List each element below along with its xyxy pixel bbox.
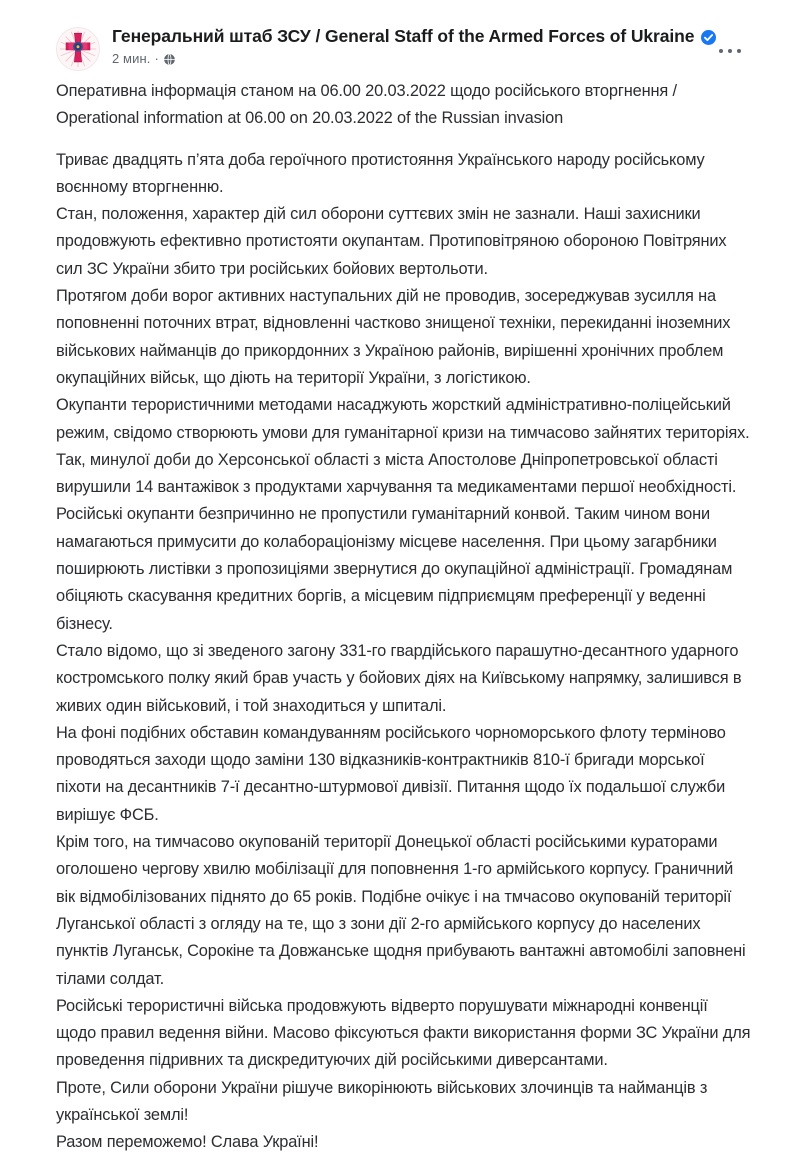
post-paragraph: Проте, Сили оборони України рішуче викорінюють військових злочинців та найманців з української землі! bbox=[56, 1078, 708, 1124]
post-paragraph-headline: Оперативна інформація станом на 06.00 20.03.2022 щодо російського вторгнення / Operational information at 06.00 on 20.03.2022 of the Russian invasion bbox=[56, 82, 677, 128]
post-paragraph: Крім того, на тимчасово окупованій території Донецької області російськими кураторами оголошено чергову хвилю мобілізації для поповнення 1-го армійського корпусу. Граничний вік відмобілізованих піднято до 65 років. Подібне очікує і на тмчасово окупованій території Луганської області з огляду на те, що з зони дії 2-го армійського корпусу до населених пунктів Луганськ, Сорокіне та Довжанське щодня прибувають вантажні автомобілі заповнені тілами солдат. bbox=[56, 833, 746, 988]
post-timestamp[interactable]: 2 мин. bbox=[112, 51, 151, 67]
globe-icon[interactable] bbox=[163, 53, 176, 66]
post-header bbox=[0, 0, 798, 67]
paragraph-spacer bbox=[56, 133, 752, 147]
general-staff-emblem-avatar[interactable] bbox=[56, 27, 100, 71]
post-paragraph: Стан, положення, характер дій сил оборони суттєвих змін не зазнали. Наші захисники продовжують ефективно протистояти окупантам. Протиповітряною обороною Повітряних сил ЗС України збито три російських бойових вертольоти. bbox=[56, 205, 727, 278]
post-paragraph: Разом переможемо! Слава Україні! bbox=[56, 1133, 319, 1152]
post-paragraph: Протягом доби ворог активних наступальних дій не проводив, зосереджував зусилля на поповненні поточних втрат, відновленні частково знищеної техніки, перекиданні іноземних військових найманців до прикордонних з Україною районів, вирішенні хронічних проблем окупаційних військ, що діють на території України, з логістикою. bbox=[56, 287, 731, 387]
meta-separator: · bbox=[154, 51, 159, 67]
menu-dot bbox=[719, 49, 724, 54]
post-paragraph: Окупанти терористичними методами насаджують жорсткий адміністративно-поліцейський режим, свідомо створюють умови для гуманітарної кризи на тимчасово зайнятих територіях. Так, минулої доби до Херсонської області з міста Апостолове Дніпропетровської області вирушили 14 вантажівок з продуктами харчування та медикаментами першої необхідності. Російські окупанти безпричинно не пропустили гуманітарний конвой. Таким чином вони намагаються примусити до колабораціонізму місцеве населення. При цьому загарбники поширюють листівки з пропозиціями звернутися до окупаційної адміністрації. Громадянам обіцяють скасування кредитних боргів, а місцевим підприємцям преференції у веденні бізнесу. bbox=[56, 396, 750, 633]
post-meta-row bbox=[112, 51, 716, 66]
post-paragraph: Стало відомо, що зі зведеного загону 331-го гвардійського парашутно-десантного ударного костромського полку який брав участь у бойових діях на Київському напрямку, залишився в живих один військовий, і той знаходиться у шпиталі. bbox=[56, 641, 742, 715]
post-paragraph: На фоні подібних обставин командуванням російського чорноморського флоту терміново проводяться заходи щодо заміни 130 відказників-контрактників 810-ї бригади морської піхоти на десантників 7-ї десантно-штурмової дивізії. Питання щодо їх подальшої служби вирішує ФСБ. bbox=[56, 723, 726, 824]
menu-dot bbox=[737, 49, 742, 54]
post-options-menu-button[interactable] bbox=[713, 38, 747, 64]
menu-dot bbox=[728, 49, 733, 54]
page-name-row bbox=[112, 26, 716, 46]
post-paragraph: Російські терористичні війська продовжують відверто порушувати міжнародні конвенції щодо правил ведення війни. Масово фіксуються факти використання форми ЗС України для проведення підривних та дискредитуючих дій російськими диверсантами. bbox=[56, 996, 751, 1070]
post-body-text bbox=[0, 64, 798, 1157]
post-author-block bbox=[112, 26, 716, 66]
post-paragraph: Триває двадцять п’ята доба героїчного протистояння Українського народу російському воєнному вторгненню. bbox=[56, 150, 705, 196]
page-name[interactable]: Генеральний штаб ЗСУ / General Staff of the Armed Forces of Ukraine bbox=[112, 26, 695, 46]
